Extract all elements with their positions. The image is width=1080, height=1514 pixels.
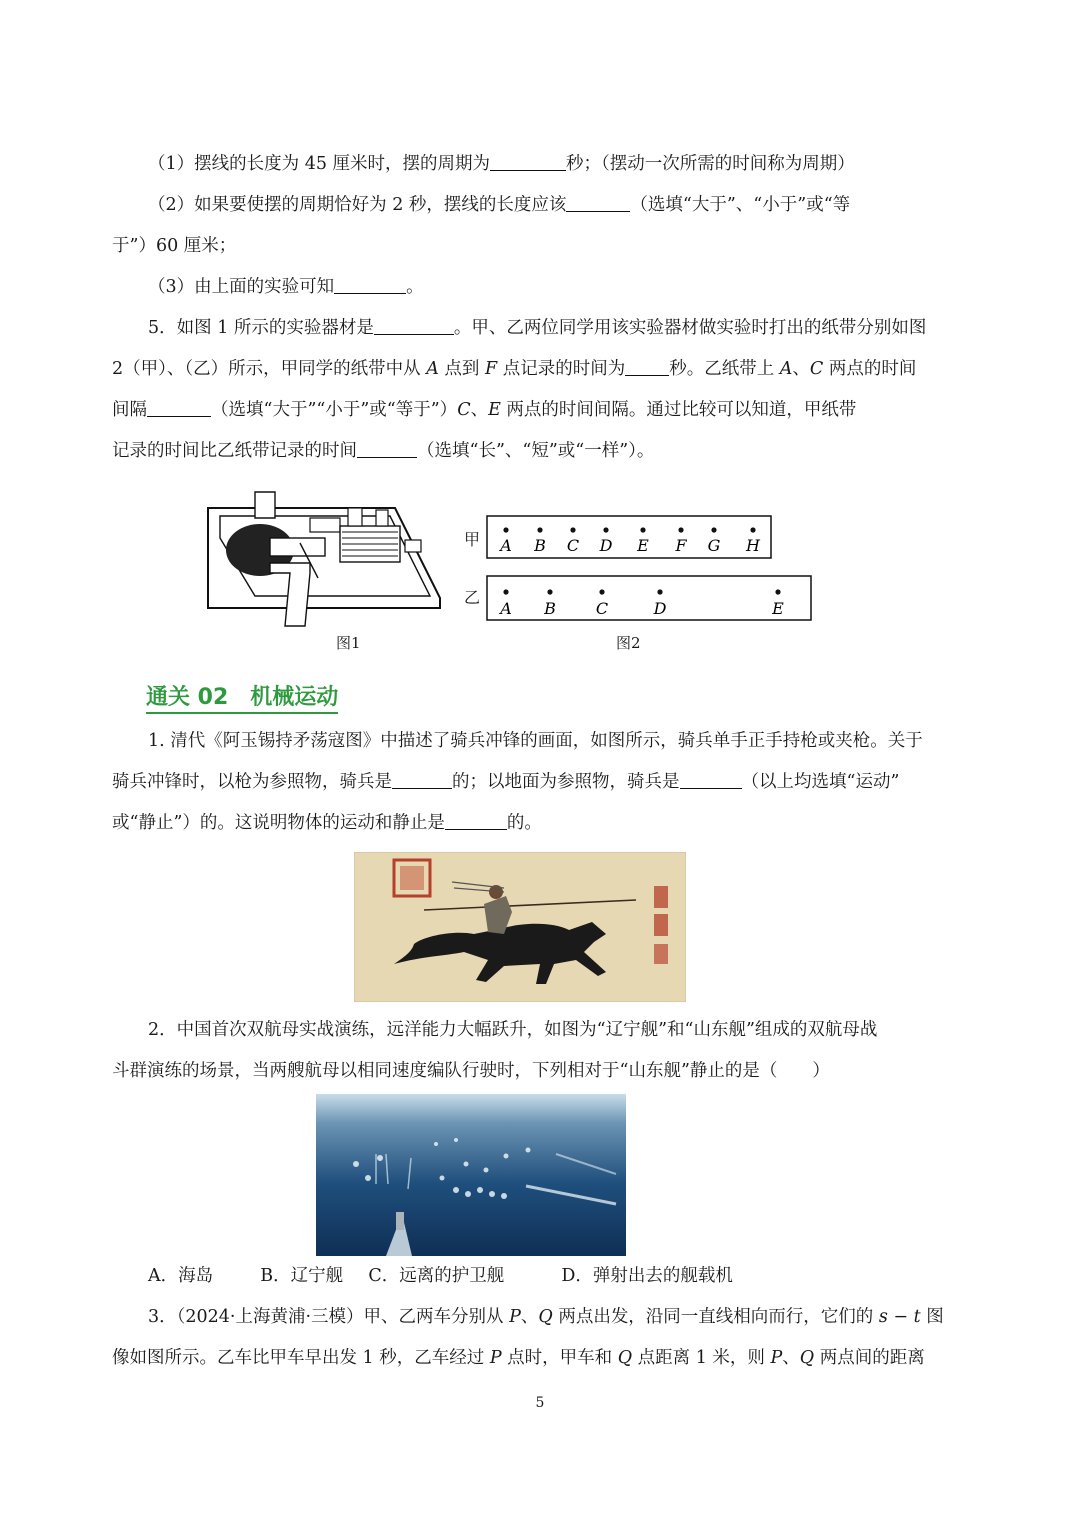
- figure1-caption: 图1: [336, 634, 361, 652]
- tape-yi-label-E: E: [772, 599, 784, 618]
- tape-jia-label-G: G: [707, 536, 721, 555]
- tape-jia-dot-A: [503, 527, 508, 532]
- tape-yi-label-B: B: [544, 599, 556, 618]
- m1-line1: 1. 清代《阿玉锡持矛荡寇图》中描述了骑兵冲锋的画面，如图所示，骑兵单手正手持枪或夹枪。关于: [148, 731, 923, 751]
- option-c: C．远离的护卫舰: [368, 1266, 505, 1286]
- answer-blank: [334, 275, 406, 294]
- tape-jia-label-E: E: [637, 536, 649, 555]
- answer-blank: [445, 811, 507, 830]
- q4-part2-continued: 于”）60 厘米；: [112, 236, 237, 256]
- tape-jia-dot-H: [750, 527, 755, 532]
- option-b: B．辽宁舰: [260, 1266, 344, 1286]
- tape-yi: [487, 576, 811, 620]
- tape-yi-label-D: D: [653, 599, 667, 618]
- tape-yi-dot-A: [503, 589, 508, 594]
- ticker-timer-figure: [200, 488, 450, 628]
- answer-blank: [625, 357, 669, 376]
- tape-yi-dot-C: [599, 589, 604, 594]
- option-d: D．弹射出去的舰载机: [561, 1266, 733, 1286]
- cavalry-painting-image: [354, 852, 686, 1002]
- m3-line2: 像如图所示。乙车比甲车早出发 1 秒，乙车经过 P 点时，甲车和 Q 点距离 1 米，则 P、Q 两点间的距离: [112, 1348, 925, 1368]
- m1-line2: 骑兵冲锋时，以枪为参照物，骑兵是 的；以地面为参照物，骑兵是 （以上均选填“运动”: [112, 772, 900, 792]
- tape-jia-dot-B: [537, 527, 542, 532]
- answer-blank: [357, 439, 417, 458]
- m2-line1: 2．中国首次双航母实战演练，远洋能力大幅跃升，如图为“辽宁舰”和“山东舰”组成的双航母战: [148, 1020, 878, 1040]
- answer-blank: [374, 316, 454, 335]
- m2-options: [148, 1264, 733, 1288]
- q5-line2: 2（甲）、（乙）所示，甲同学的纸带中从 A 点到 F 点记录的时间为 秒。乙纸带上 A、C 两点的时间: [112, 359, 917, 379]
- tape-yi-label-C: C: [595, 599, 609, 618]
- tape-jia-label-D: D: [599, 536, 613, 555]
- page-number: 5: [535, 1395, 545, 1411]
- q4-part1: （1）摆线的长度为 45 厘米时，摆的周期为 秒；（摆动一次所需的时间称为周期）: [148, 154, 855, 174]
- answer-blank: [147, 398, 211, 417]
- q4-part2: （2）如果要使摆的周期恰好为 2 秒，摆线的长度应该 （选填“大于”、“小于”或“等: [148, 195, 851, 215]
- answer-blank: [392, 770, 452, 789]
- tape-jia-label-H: H: [746, 536, 760, 555]
- figure2-caption: 图2: [616, 634, 641, 652]
- tape-jia: [487, 516, 771, 558]
- tape-yi-dot-B: [547, 589, 552, 594]
- answer-blank: [490, 152, 566, 171]
- carrier-fleet-photo: [316, 1094, 626, 1256]
- tape-yi-label: 乙: [464, 588, 481, 607]
- tape-jia-dot-F: [678, 527, 683, 532]
- tape-jia-dot-G: [711, 527, 716, 532]
- tape-jia-dot-D: [603, 527, 608, 532]
- option-a: A．海岛: [148, 1266, 214, 1286]
- tape-jia-label-A: A: [500, 536, 512, 555]
- m3-line1: 3．（2024·上海黄浦·三模）甲、乙两车分别从 P、Q 两点出发，沿同一直线相向而行，它们的 s − t 图: [148, 1307, 944, 1327]
- tape-yi-dot-E: [775, 589, 780, 594]
- q5-line1: 5．如图 1 所示的实验器材是 。甲、乙两位同学用该实验器材做实验时打出的纸带分别如图: [148, 318, 927, 338]
- m1-line3: 或“静止”）的。这说明物体的运动和静止是 的。: [112, 813, 542, 833]
- answer-blank: [566, 193, 630, 212]
- answer-blank: [680, 770, 742, 789]
- section-title: 通关 02 机械运动: [146, 680, 338, 714]
- paper-tape-figure: [484, 510, 816, 626]
- tape-jia-dot-C: [570, 527, 575, 532]
- tape-jia-dot-E: [640, 527, 645, 532]
- q5-line3: 间隔 （选填“大于”“小于”或“等于”）C、E 两点的时间间隔。通过比较可以知道，甲纸带: [112, 400, 857, 420]
- tape-jia-label-B: B: [534, 536, 546, 555]
- tape-jia-label: 甲: [464, 530, 481, 549]
- tape-yi-dot-D: [657, 589, 662, 594]
- m2-line2: 斗群演练的场景，当两艘航母以相同速度编队行驶时，下列相对于“山东舰”静止的是（ ）: [112, 1061, 830, 1081]
- q4-part3: （3）由上面的实验可知 。: [148, 277, 424, 297]
- tape-jia-label-C: C: [566, 536, 580, 555]
- tape-yi-label-A: A: [500, 599, 512, 618]
- q5-line4: 记录的时间比乙纸带记录的时间 （选填“长”、“短”或“一样”）。: [112, 441, 655, 461]
- tape-jia-label-F: F: [675, 536, 687, 555]
